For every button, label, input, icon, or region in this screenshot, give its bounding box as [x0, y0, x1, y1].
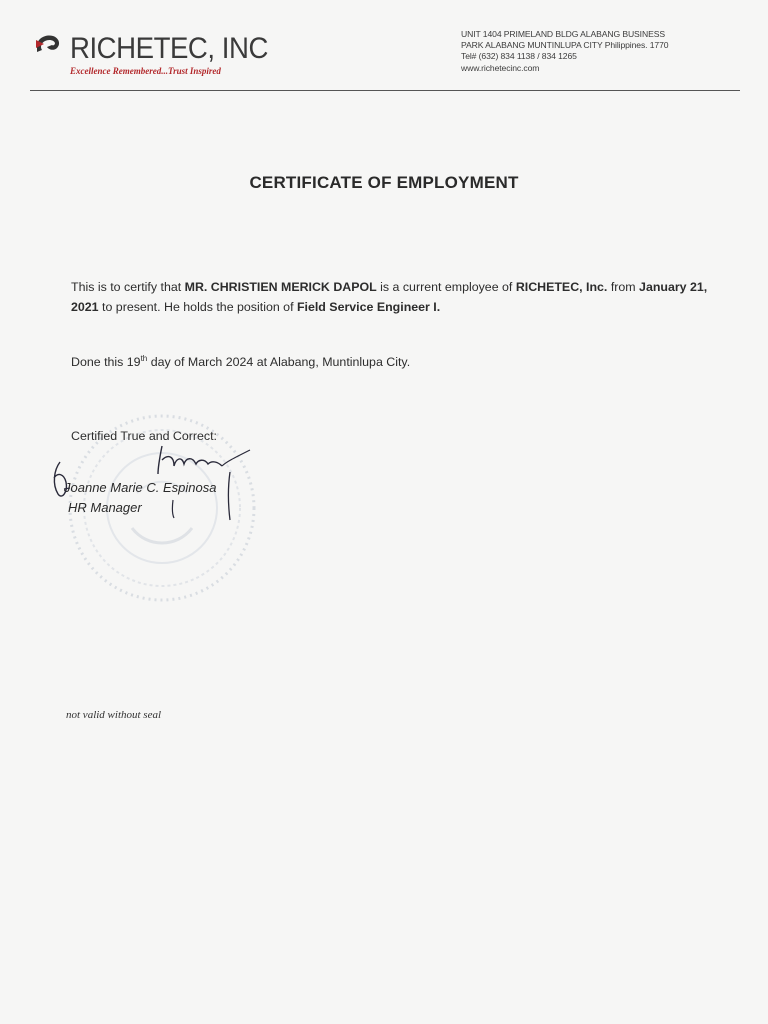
position-title: Field Service Engineer I. [296, 300, 441, 314]
done-text: Done this 19 [71, 355, 141, 370]
done-text: day of March 2024 at Alabang, Muntinlupa City. [147, 355, 411, 370]
richetec-logo-icon [34, 32, 68, 58]
company-name: RICHETEC, INC [70, 32, 268, 65]
employee-name: MR. CHRISTIEN MERICK DAPOL [184, 280, 377, 294]
document-title: CERTIFICATE OF EMPLOYMENT [249, 173, 519, 192]
certified-label: Certified True and Correct: [71, 429, 217, 443]
start-date: January 21, 2021 [71, 280, 708, 314]
ordinal-suffix: th [140, 354, 148, 363]
signer-name: Joanne Marie C. Espinosa [64, 480, 217, 495]
body-text: to present. He holds the position of [98, 300, 297, 314]
body-text: is a current employee of [376, 280, 516, 294]
address-line: UNIT 1404 PRIMELAND BLDG ALABANG BUSINESS [461, 29, 665, 39]
body-text: This is to certify that [71, 280, 185, 294]
company-tagline: Excellence Remembered...Trust Inspired [70, 66, 221, 76]
seal-validity-note: not valid without seal [66, 709, 162, 721]
issue-date-line [71, 354, 721, 369]
body-text: from [607, 280, 640, 294]
handwritten-signature [40, 434, 270, 524]
address-line: PARK ALABANG MUNTINLUPA CITY Philippines. 1770 [461, 40, 669, 51]
company-logo [34, 30, 274, 82]
certification-paragraph [71, 277, 721, 317]
company-name-inline: RICHETEC, Inc. [515, 280, 608, 294]
address-line: www.richetecinc.com [461, 62, 540, 73]
address-line: Tel# (632) 834 1138 / 834 1265 [461, 51, 577, 62]
company-address [461, 29, 731, 74]
signer-title: HR Manager [68, 500, 142, 515]
header-divider [30, 90, 740, 91]
